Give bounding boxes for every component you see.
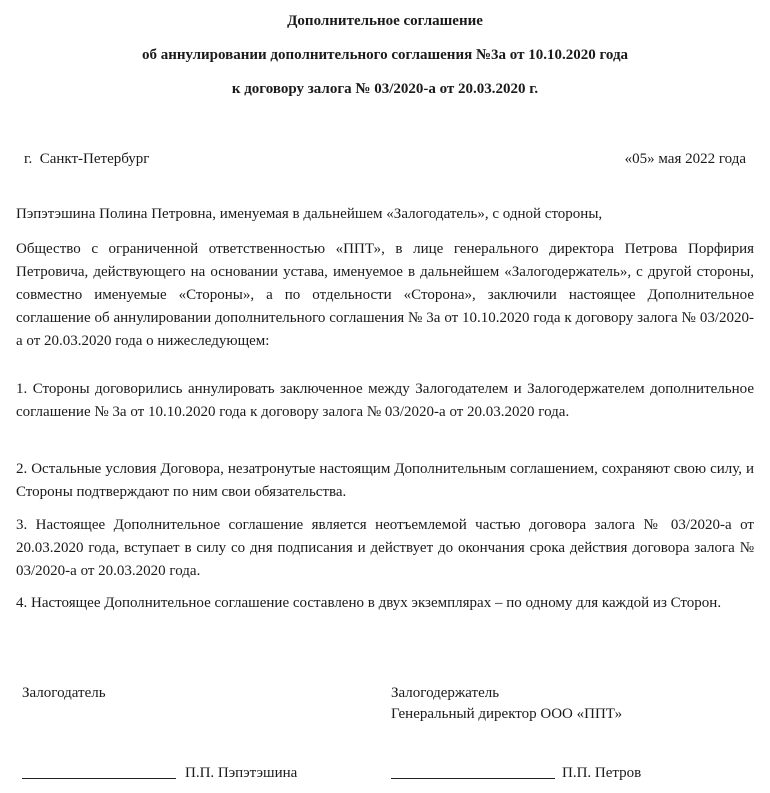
signature-name-right: П.П. Петров — [562, 765, 642, 781]
paragraph-text: 1. Стороны договорились аннулировать заключенное между Залогодателем и Залогодержателем дополнительное соглашение № 3а от 10.10.2020 года к договору залога № 03/2020-а от 20.03.2020 года. — [16, 381, 754, 420]
paragraph-text: Общество с ограниченной ответственностью «ППТ», в лице генерального директора Петрова Порфирия Петровича, действующего на основании устава, именуемое в дальнейшем «Залогодержатель», с другой стороны, совместно именуемые «Стороны», а по отдельности «Сторона», заключили настоящее Дополнительное соглашение об аннулировании дополнительного соглашения № 3а от 10.10.2020 года к договору залога № 03/2020-а от 20.03.2020 года о нижеследующем: — [16, 241, 754, 349]
paragraph-text: 2. Остальные условия Договора, незатронутые настоящим Дополнительным соглашением, сохраняют свою силу, и Стороны подтверждают по ним свои обязательства. — [16, 461, 754, 500]
signature-left-role: Залогодатель — [22, 685, 106, 701]
paragraph-parties-pledgor — [16, 203, 754, 226]
paragraph-clause-2 — [16, 458, 754, 504]
document-subtitle-contract: к договору залога № 03/2020-а от 20.03.2020 г. — [231, 81, 539, 97]
signature-line-right — [391, 778, 555, 779]
paragraph-text: Пэпэтэшина Полина Петровна, именуемая в дальнейшем «Залогодатель», с одной стороны, — [16, 206, 603, 222]
signature-name-left: П.П. Пэпэтэшина — [185, 765, 298, 781]
paragraph-clause-4 — [16, 592, 754, 615]
document-title: Дополнительное соглашение — [287, 13, 483, 29]
document-subtitle: об аннулировании дополнительного соглашения №3а от 10.10.2020 года — [141, 47, 629, 63]
signature-right-title: Генеральный директор ООО «ППТ» — [391, 706, 623, 722]
place: г. Санкт-Петербург — [24, 151, 150, 167]
signature-right-role: Залогодержатель — [391, 685, 500, 701]
paragraph-clause-3 — [16, 514, 754, 583]
paragraph-text: 3. Настоящее Дополнительное соглашение является неотъемлемой частью договора залога № 03/2020-а от 20.03.2020 года, вступает в силу со дня подписания и действует до окончания срока действия договора залога № 03/2020-а от 20.03.2020 года. — [16, 517, 754, 579]
paragraph-text: 4. Настоящее Дополнительное соглашение составлено в двух экземплярах – по одному для каждой из Сторон. — [16, 595, 722, 611]
paragraph-clause-1 — [16, 378, 754, 424]
paragraph-parties-pledgee — [16, 238, 754, 353]
signature-line-left — [22, 778, 176, 779]
place-date-row — [24, 150, 746, 168]
date: «05» мая 2022 года — [624, 151, 746, 167]
